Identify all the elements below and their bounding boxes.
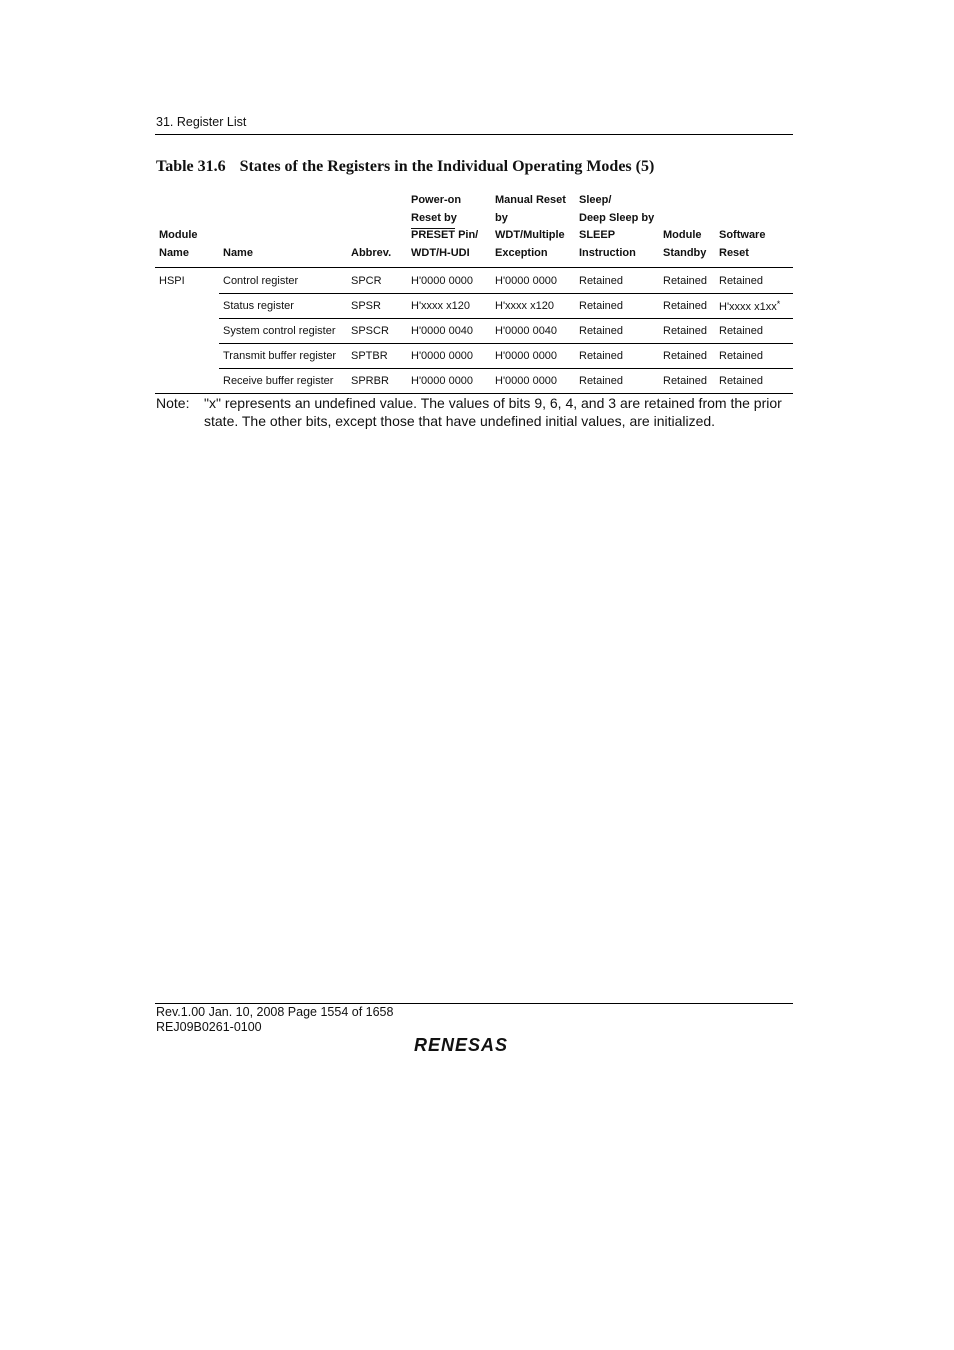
register-name: Status register [219,294,347,319]
footer-revision: Rev.1.00 Jan. 10, 2008 Page 1554 of 1658 [156,1005,394,1019]
software-reset-value: Retained [715,344,793,369]
table-header-row [155,192,793,268]
standby-value: Retained [659,369,715,394]
table-caption: States of the Registers in the Individual Operating Modes (5) [239,158,655,175]
col-header-name: Name [219,192,347,268]
standby-value: Retained [659,344,715,369]
register-states-table [155,192,793,394]
note-text: "x" represents an undefined value. The values of bits 9, 6, 4, and 3 are retained from the prior state. The other bits, except those that have undefined initial values, are initialized. [204,395,782,429]
software-reset-value: H'xxxx x1xx* [715,294,793,319]
table-row [155,319,793,344]
register-abbrev: SPSCR [347,319,407,344]
sleep-value: Retained [575,319,659,344]
col-header-power-on-reset: Power-on Reset by PRESET Pin/ WDT/H-UDI [407,192,491,268]
col-header-module-standby: Module Standby [659,192,715,268]
standby-value: Retained [659,294,715,319]
power-on-value: H'xxxx x120 [407,294,491,319]
power-on-value: H'0000 0000 [407,344,491,369]
section-header: 31. Register List [156,115,247,129]
manual-reset-value: H'0000 0000 [491,344,575,369]
sleep-value: Retained [575,344,659,369]
standby-value: Retained [659,319,715,344]
register-name: System control register [219,319,347,344]
svg-text:RENESAS: RENESAS [414,1035,509,1055]
manual-reset-value: H'xxxx x120 [491,294,575,319]
power-on-value: H'0000 0000 [407,369,491,394]
register-abbrev: SPSR [347,294,407,319]
manual-reset-value: H'0000 0000 [495,274,558,287]
footnote-mark: * [776,299,781,310]
header-divider [155,134,793,135]
col-header-manual-reset: Manual Reset by WDT/Multiple Exception [491,192,575,268]
table-row [155,344,793,369]
sleep-value: Retained [575,294,659,319]
software-reset-value: Retained [715,369,793,394]
sleep-value: Retained [575,369,659,394]
register-abbrev: SPTBR [347,344,407,369]
preset-pin-overline: PRESET [411,229,456,242]
table-row [155,369,793,394]
power-on-value: H'0000 0040 [407,319,491,344]
register-name: Control register [223,274,299,287]
standby-value: Retained [663,274,708,287]
module-cell: HSPI [159,275,185,288]
table-note [156,394,796,430]
footer-document-id: REJ09B0261-0100 [156,1020,262,1034]
col-header-module: Module Name [155,192,219,268]
manual-reset-value: H'0000 0040 [491,319,575,344]
register-abbrev: SPRBR [347,369,407,394]
table-row [155,268,793,294]
register-abbrev: SPCR [351,274,382,287]
table-number: Table 31.6 [156,158,226,175]
software-reset-value: Retained [715,319,793,344]
register-name: Transmit buffer register [219,344,347,369]
manual-reset-value: H'0000 0000 [491,369,575,394]
power-on-value: H'0000 0000 [411,274,474,287]
col-header-sleep: Sleep/ Deep Sleep by SLEEP Instruction [575,192,659,268]
col-header-abbrev: Abbrev. [347,192,407,268]
sleep-value: Retained [579,274,624,287]
footer-divider [155,1003,793,1004]
register-name: Receive buffer register [219,369,347,394]
note-label: Note: [156,395,190,411]
table-title [156,158,654,176]
table-row [155,294,793,319]
col-header-software-reset: Software Reset [715,192,793,268]
software-reset-value: Retained [719,274,764,287]
renesas-logo [414,1034,534,1056]
